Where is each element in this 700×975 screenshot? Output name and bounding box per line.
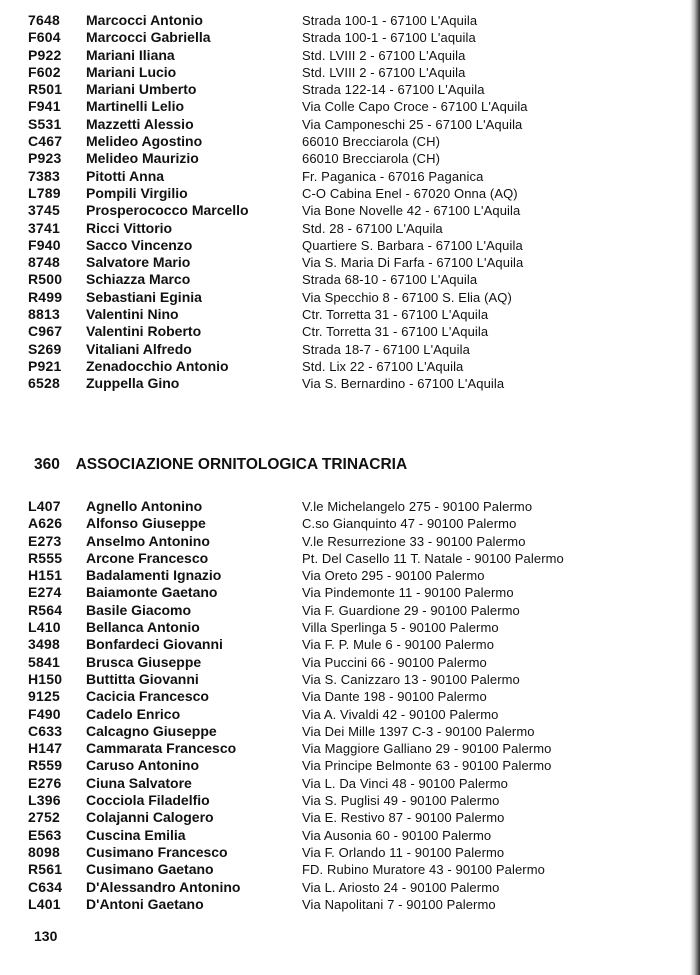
member-address: Via S. Canizzaro 13 - 90100 Palermo [302,671,520,687]
member-name: Cuscina Emilia [86,826,186,843]
member-row [0,827,660,844]
member-code: R559 [28,757,63,774]
member-name: Agnello Antonino [86,498,203,514]
member-code: E276 [28,774,62,791]
member-row [0,723,660,740]
member-address: Via L. Da Vinci 48 - 90100 Palermo [302,775,508,791]
member-name: Cusimano Gaetano [86,861,214,878]
member-name: Cadelo Enrico [86,705,181,722]
member-address: Via Puccini 66 - 90100 Palermo [302,654,487,670]
member-address: Ctr. Torretta 31 - 67100 L'Aquila [302,307,489,323]
member-name: Arcone Francesco [86,549,209,566]
member-code: 8098 [28,843,60,860]
member-code: 3498 [28,636,60,653]
member-code: 7383 [28,167,60,184]
member-name: Salvatore Mario [86,254,191,271]
member-address: Via Oreto 295 - 90100 Palermo [302,568,485,584]
member-address: V.le Resurrezione 33 - 90100 Palermo [302,533,526,549]
member-address: Ctr. Torretta 31 - 67100 L'Aquila [302,324,489,340]
member-row [0,47,660,64]
member-code: F490 [28,705,61,722]
member-name: Marcocci Gabriella [86,29,211,46]
member-address: Via F. Orlando 11 - 90100 Palermo [302,844,505,860]
member-row [0,636,660,653]
member-name: Schiazza Marco [86,271,191,288]
member-address: Via Dei Mille 1397 C-3 - 90100 Palermo [302,723,535,739]
member-name: Mariani Umberto [86,81,197,98]
member-row [0,116,660,133]
member-code: C633 [28,722,63,739]
member-address: Std. LVIII 2 - 67100 L'Aquila [302,47,466,63]
member-name: Buttitta Giovanni [86,670,199,687]
member-address: Via Dante 198 - 90100 Palermo [302,689,487,705]
section-number: 360 [34,456,60,473]
member-code: C967 [28,323,63,340]
member-row [0,740,660,757]
member-code: A626 [28,515,63,532]
member-address: Via L. Ariosto 24 - 90100 Palermo [302,879,500,895]
member-address: Via F. Guardione 29 - 90100 Palermo [302,602,520,618]
member-row [0,619,660,636]
member-address: Std. Lix 22 - 67100 L'Aquila [302,358,464,374]
member-row [0,375,660,392]
member-address: V.le Michelangelo 275 - 90100 Palermo [302,499,533,514]
member-code: S531 [28,115,62,132]
member-address: Via Principe Belmonte 63 - 90100 Palermo [302,758,552,774]
member-row [0,254,660,271]
member-address: Via Colle Capo Croce - 67100 L'Aquila [302,99,528,115]
member-row [0,706,660,723]
member-row [0,29,660,46]
member-address: Via S. Puglisi 49 - 90100 Palermo [302,793,500,809]
member-row [0,567,660,584]
member-name: Mazzetti Alessio [86,115,194,132]
member-name: Ricci Vittorio [86,219,173,236]
member-code: 8813 [28,306,60,323]
member-code: L401 [28,895,61,912]
member-name: Melideo Agostino [86,133,203,150]
member-list-continued [0,12,660,393]
member-row [0,289,660,306]
member-address: C-O Cabina Enel - 67020 Onna (AQ) [302,185,518,201]
member-name: D'Antoni Gaetano [86,895,204,912]
member-address: FD. Rubino Muratore 43 - 90100 Palermo [302,862,545,878]
member-address: Quartiere S. Barbara - 67100 L'Aquila [302,237,523,253]
member-row [0,498,660,515]
member-name: Anselmo Antonino [86,532,210,549]
member-code: R500 [28,271,63,288]
member-name: Pompili Virgilio [86,184,188,201]
member-row [0,757,660,774]
member-row [0,64,660,81]
member-code: 5841 [28,653,60,670]
member-code: L396 [28,792,61,809]
member-name: Prosperococco Marcello [86,202,249,219]
section-title: ASSOCIAZIONE ORNITOLOGICA TRINACRIA [75,456,408,473]
member-row [0,202,660,219]
member-name: Cacicia Francesco [86,688,209,705]
member-row [0,271,660,288]
member-address: Pt. Del Casello 11 T. Natale - 90100 Palermo [302,550,564,566]
member-name: Melideo Maurizio [86,150,199,167]
member-row [0,550,660,567]
member-row [0,150,660,167]
member-name: Zuppella Gino [86,375,180,392]
member-address: Via S. Bernardino - 67100 L'Aquila [302,376,505,392]
member-row [0,81,660,98]
member-code: F940 [28,236,61,253]
member-code: R561 [28,861,63,878]
member-code: 8748 [28,254,60,271]
member-address: Via A. Vivaldi 42 - 90100 Palermo [302,706,499,722]
member-code: H147 [28,740,63,757]
member-name: Pitotti Anna [86,167,165,184]
member-name: Valentini Nino [86,306,179,323]
member-address: Via Bone Novelle 42 - 67100 L'Aquila [302,203,521,219]
member-address: Via Pindemonte 11 - 90100 Palermo [302,585,514,601]
member-code: L407 [28,498,61,514]
member-name: Mariani Lucio [86,63,177,80]
member-code: R564 [28,601,63,618]
member-name: Marcocci Antonio [86,12,203,28]
member-code: F941 [28,98,61,115]
member-name: D'Alessandro Antonino [86,878,241,895]
member-name: Zenadocchio Antonio [86,357,229,374]
member-row [0,533,660,550]
member-address: Via Camponeschi 25 - 67100 L'Aquila [302,116,523,132]
member-row [0,584,660,601]
member-row [0,515,660,532]
member-row [0,879,660,896]
member-code: P922 [28,46,62,63]
member-row [0,185,660,202]
member-address: Fr. Paganica - 67016 Paganica [302,168,484,184]
member-name: Bellanca Antonio [86,619,200,636]
member-row [0,844,660,861]
member-address: Strada 18-7 - 67100 L'Aquila [302,341,470,357]
member-name: Brusca Giuseppe [86,653,202,670]
member-address: Via S. Maria Di Farfa - 67100 L'Aquila [302,255,524,271]
member-address: Strada 122-14 - 67100 L'Aquila [302,82,485,98]
member-name: Cammarata Francesco [86,740,237,757]
member-address: Via Napolitani 7 - 90100 Palermo [302,896,496,912]
member-code: S269 [28,340,62,357]
member-name: Sacco Vincenzo [86,236,193,253]
member-row [0,775,660,792]
member-code: L410 [28,619,61,636]
member-address: Strada 100-1 - 67100 L'aquila [302,30,476,46]
member-name: Badalamenti Ignazio [86,567,222,584]
member-name: Vitaliani Alfredo [86,340,192,357]
member-code: C634 [28,878,63,895]
member-address: Via F. P. Mule 6 - 90100 Palermo [302,637,495,653]
member-name: Caruso Antonino [86,757,200,774]
member-name: Colajanni Calogero [86,809,214,826]
member-address: Strada 68-10 - 67100 L'Aquila [302,272,478,288]
member-name: Cusimano Francesco [86,843,228,860]
member-name: Basile Giacomo [86,601,192,618]
member-address: C.so Gianquinto 47 - 90100 Palermo [302,516,517,532]
member-address: Std. 28 - 67100 L'Aquila [302,220,443,236]
member-address: 66010 Brecciarola (CH) [302,134,441,150]
member-address: Strada 100-1 - 67100 L'Aquila [302,13,478,28]
member-row [0,237,660,254]
member-row [0,792,660,809]
member-code: R555 [28,549,63,566]
member-code: R501 [28,81,63,98]
member-row [0,220,660,237]
member-name: Baiamonte Gaetano [86,584,218,601]
member-name: Mariani Iliana [86,46,175,63]
member-row [0,688,660,705]
member-name: Cocciola Filadelfio [86,792,210,809]
member-code: C467 [28,133,63,150]
member-code: 2752 [28,809,60,826]
member-list-trinacria [0,498,660,913]
member-name: Calcagno Giuseppe [86,722,217,739]
member-code: 9125 [28,688,60,705]
member-name: Ciuna Salvatore [86,774,192,791]
section-heading [34,456,407,474]
member-row [0,671,660,688]
member-row [0,12,660,29]
member-address: Via Specchio 8 - 67100 S. Elia (AQ) [302,289,512,305]
member-row [0,133,660,150]
member-code: F604 [28,29,61,46]
member-code: 3745 [28,202,60,219]
member-row [0,306,660,323]
member-code: F602 [28,63,61,80]
member-code: L789 [28,184,61,201]
page-edge-shadow [690,0,700,975]
member-address: Via Ausonia 60 - 90100 Palermo [302,827,492,843]
member-code: R499 [28,288,63,305]
member-name: Martinelli Lelio [86,98,185,115]
member-code: H150 [28,670,63,687]
member-code: E563 [28,826,62,843]
member-row [0,341,660,358]
member-row [0,358,660,375]
member-row [0,323,660,340]
member-name: Sebastiani Eginia [86,288,202,305]
member-address: Std. LVIII 2 - 67100 L'Aquila [302,64,466,80]
page-number: 130 [34,928,58,944]
member-code: E274 [28,584,62,601]
member-address: Via Maggiore Galliano 29 - 90100 Palermo [302,741,552,757]
member-address: Villa Sperlinga 5 - 90100 Palermo [302,620,499,636]
member-code: P921 [28,357,62,374]
member-name: Valentini Roberto [86,323,202,340]
member-code: E273 [28,532,62,549]
member-name: Bonfardeci Giovanni [86,636,223,653]
member-code: 3741 [28,219,60,236]
member-address: 66010 Brecciarola (CH) [302,151,441,167]
member-row [0,602,660,619]
member-row [0,809,660,826]
member-code: 7648 [28,12,60,28]
member-name: Alfonso Giuseppe [86,515,206,532]
member-row [0,654,660,671]
member-address: Via E. Restivo 87 - 90100 Palermo [302,810,505,826]
member-row [0,98,660,115]
member-row [0,896,660,913]
member-code: 6528 [28,375,60,392]
member-row [0,861,660,878]
member-code: H151 [28,567,63,584]
member-row [0,168,660,185]
member-code: P923 [28,150,62,167]
